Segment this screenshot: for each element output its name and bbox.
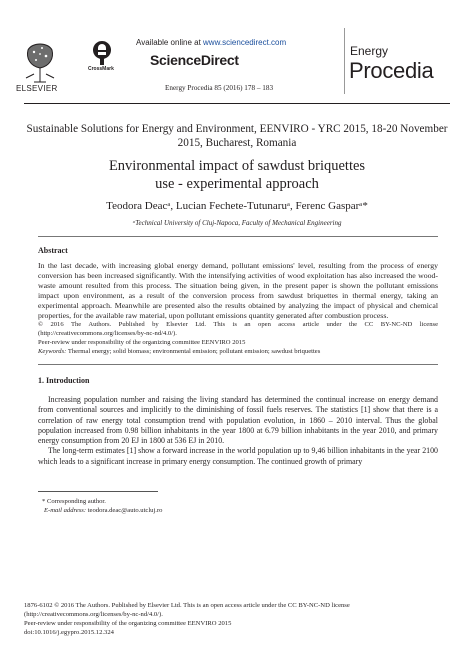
abstract-bottom-rule bbox=[38, 364, 438, 365]
abstract-top-rule bbox=[38, 236, 438, 237]
crossmark-label: CrossMark bbox=[88, 66, 114, 72]
footer-peer-review: Peer-review under responsibility of the organizing committee EENVIRO 2015 bbox=[24, 620, 232, 627]
keywords-label: Keywords: bbox=[38, 348, 67, 356]
article-title-line2: use - experimental approach bbox=[155, 176, 319, 192]
article-title-line1: Environmental impact of sawdust briquettes bbox=[108, 158, 366, 174]
elsevier-tree-logo bbox=[20, 38, 60, 88]
section-heading-introduction: 1. Introduction bbox=[38, 376, 90, 385]
footer-doi[interactable]: doi:10.1016/j.egypro.2015.12.324 bbox=[24, 629, 114, 636]
sciencedirect-link[interactable]: www.sciencedirect.com bbox=[203, 38, 287, 47]
page-footer bbox=[24, 601, 454, 637]
corresponding-author: * Corresponding author. bbox=[42, 498, 106, 505]
copyright-notice: © 2016 The Authors. Published by Elsevier Ltd. This is an open access article under the CC BY-NC-ND license (http://creativecommons.org/licenses/by-nc-nd/4.0/). bbox=[38, 321, 438, 338]
introduction-body bbox=[38, 395, 438, 467]
affiliation: ᵃTechnical University of Cluj-Napoca, Faculty of Mechanical Engineering bbox=[132, 219, 342, 227]
email-line bbox=[38, 506, 162, 515]
header-rule bbox=[24, 103, 450, 104]
platform-name: ScienceDirect bbox=[150, 52, 239, 68]
keywords bbox=[38, 347, 438, 356]
available-online bbox=[136, 38, 286, 47]
journal-name-line1: Energy bbox=[350, 44, 389, 58]
abstract bbox=[38, 261, 438, 356]
conference-name: Sustainable Solutions for Energy and Environment, EENVIRO - YRC 2015, 18-20 November 2015, Bucharest, Romania bbox=[26, 123, 448, 149]
abstract-text: In the last decade, with increasing global energy demand, pollutant emissions' level, resulting from the process of energy conversion has been increased significantly. With the intensifying activities of wood exploitation has also increased the wood-waste amount resulted from this process. The situation being given, in the present paper is shown the pollutant emissions impact upon environment, as a result of the conversion process from sawdust briquettes in thermal energy, taking an experimental approach. Meanwhile are presented also the results obtained by analyzing the impact of physical and chemical properties, for the available raw material, upon pollutant emissions quantity generated after combustion process. bbox=[38, 261, 438, 320]
intro-paragraph: The long-term estimates [1] show a forward increase in the world population up to 9,46 billion inhabitants in the year 2100 which leads to a significant increase in primary energy consumption. The continued growth of primary bbox=[38, 446, 438, 466]
footer-license-link[interactable]: (http://creativecommons.org/licenses/by-nc-nd/4.0/). bbox=[24, 611, 163, 618]
abstract-heading: Abstract bbox=[38, 246, 68, 255]
peer-review-notice: Peer-review under responsibility of the organizing committee EENVIRO 2015 bbox=[38, 339, 246, 347]
intro-paragraph: Increasing population number and raising the living standard has determined the continual increase on energy demand from conventional sources and implicitly to the diminishing of fossil fuels reserves. The statistics [1] show that there is a correlation of raw energy total consumption trend with population evolution, in 1860 – 2010 interval. Thus the global population increased from 0.98 billion inhabitants in the year 1800 at 6.79 billion inhabitants in the year 2010, and primary energy consumption from 20 EJ in 1800 at 536 EJ in 2010. bbox=[38, 395, 438, 446]
crossmark-icon[interactable] bbox=[91, 40, 113, 66]
journal-citation: Energy Procedia 85 (2016) 178 – 183 bbox=[165, 84, 274, 92]
email-address[interactable]: teodora.deac@auto.utcluj.ro bbox=[87, 507, 163, 514]
publisher-logo: ELSEVIER bbox=[16, 84, 58, 93]
footnote bbox=[38, 497, 162, 515]
journal-name-line2: Procedia bbox=[349, 58, 434, 83]
available-online-prefix: Available online at bbox=[136, 38, 201, 47]
keywords-text: Thermal energy; solid biomass; environmental emission; pollutant emission; sawdust briquettes bbox=[67, 348, 321, 356]
authors: Teodora Deacᵃ, Lucian Fechete-Tutunaruᵃ, Ferenc Gasparᵃ* bbox=[106, 200, 368, 212]
email-label: E-mail address: bbox=[44, 507, 87, 514]
footnote-rule bbox=[38, 491, 158, 492]
article-title bbox=[24, 157, 450, 193]
footer-copyright: 1876-6102 © 2016 The Authors. Published by Elsevier Ltd. This is an open access article under the CC BY-NC-ND license bbox=[24, 602, 350, 609]
